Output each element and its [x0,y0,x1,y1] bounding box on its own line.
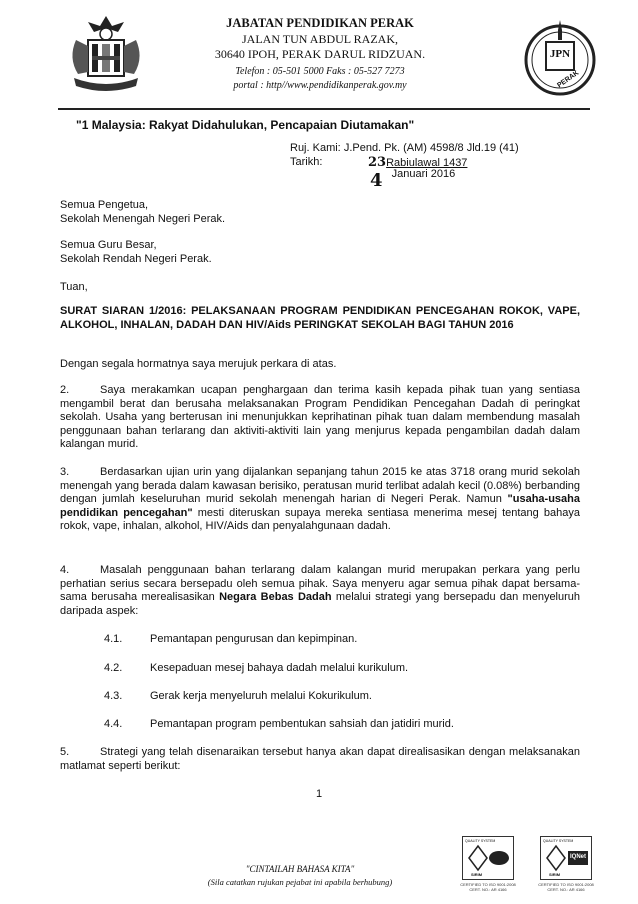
jpn-monogram: JPN [549,48,571,60]
perak-label: PERAK [556,69,581,90]
ruj-value: J.Pend. Pk. (AM) 4598/8 Jld.19 (41) [343,142,519,154]
gregorian-date [370,168,455,191]
footer-note: (Sila catatkan rujukan pejabat ini apabila berhubung) [207,877,393,887]
list-item [104,633,544,647]
hijri-month-year: Rabiulawal 1437 [386,157,468,169]
coat-of-arms-logo [64,12,148,96]
list-item [104,690,544,704]
phone-fax: Telefon : 05-501 5000 Faks : 05-527 7273 [235,66,405,77]
recipient-2-line-2: Sekolah Rendah Negeri Perak. [60,253,212,265]
item-text: Pemantapan program pembentukan sahsiah dan jatidiri murid. [150,718,454,730]
para-3-text-b: mesti diteruskan supaya mereka sentiasa menerima mesej tentang bahaya rokok, vape, inhalan, alkohol, HIV/Aids dan penyalahgunaan dadah. [60,506,580,532]
recipient-1-line-2: Sekolah Menengah Negeri Perak. [60,213,226,225]
cert-2-text: CERTIFIED TO ISO 9001:2008 CERT. NO.: AR 4166 [538,882,594,892]
badge-2-sub: SIRIM [549,872,561,877]
sirim-quality-badge [462,836,514,880]
item-number: 4.3. [104,690,123,702]
greg-day: 4 [370,170,383,191]
subject-title: SURAT SIARAN 1/2016: PELAKSANAAN PROGRAM PENDIDIKAN PENCEGAHAN ROKOK, VAPE, ALKOHOL, INHALAN, DADAH DAN HIV/Aids PERINGKAT SEKOLAH BAGI TAHUN 2016 [60,305,580,331]
para-4-text-b: melalui strategi yang bersepadu dan menyeluruh daripada aspek: [60,591,581,617]
cert-1-text: CERTIFIED TO ISO 9001:2008 CERT. NO.: AR 4166 [460,882,516,892]
ruj-label: Ruj. Kami: [290,142,341,154]
opening-line: Dengan segala hormatnya saya merujuk perkara di atas. [60,358,337,370]
recipient-1-line-1: Semua Pengetua, [60,199,149,211]
greg-month-year: Januari 2016 [391,168,456,180]
jpn-perak-logo [520,16,600,96]
badge-1-label: QUALITY SYSTEM [465,839,496,843]
header-rule [58,108,590,110]
para-4-emphasis: Negara Bebas Dadah [219,591,332,603]
para-3-emphasis: "usaha-usaha pendidikan pencegahan" [60,493,580,519]
paragraph-2 [60,384,580,452]
iqnet-mark: IQNet [570,854,587,860]
para-4-text-a: Masalah penggunaan bahan terlarang dalam kalangan murid merupakan perkara yang perlu perhatian serius secara bersepadu oleh semua pihak. Saya menyeru agar semua pihak dapat bersama-sama berusaha merealisasikan [60,564,580,603]
item-number: 4.4. [104,718,123,730]
recipient-2-line-1: Semua Guru Besar, [60,239,157,251]
paragraph-5 [60,746,580,773]
para-4-number: 4. [60,564,70,576]
item-number: 4.2. [104,662,123,674]
portal-url: portal : http//www.pendidikanperak.gov.my [233,80,407,91]
paragraph-3 [60,466,580,534]
para-2-text: Saya merakamkan ucapan penghargaan dan terima kasih kepada pihak tuan yang sentiasa mengambil berat dan berusaha melaksanakan Program Pendidikan Pencegahan Dadah di peringkat sekolah. Usaha yang berterusan ini menunjukkan keprihatinan pihak tuan dalam membendung masalah penggunaan bahan terlarang dan aktiviti-aktiviti lain yang menjurus kepada pengambilan dadah dalam kalangan murid. [60,384,580,450]
item-text: Gerak kerja menyeluruh melalui Kokurikulum. [150,690,372,702]
address-line-2: 30640 IPOH, PERAK DARUL RIDZUAN. [214,47,426,61]
item-number: 4.1. [104,633,123,645]
hijri-day: 23 [368,155,387,170]
para-5-number: 5. [60,746,70,758]
para-3-number: 3. [60,466,70,478]
list-item [104,718,544,732]
item-text: Pemantapan pengurusan dan kepimpinan. [150,633,358,645]
tarikh-label: Tarikh: [290,156,323,168]
badge-2-label: QUALITY SYSTEM [543,839,574,843]
address-line-1: JALAN TUN ABDUL RAZAK, [242,32,398,46]
para-5-text: Strategi yang telah disenaraikan tersebut hanya akan dapat direalisasikan dengan melaksanakan matlamat seperti berikut: [60,746,580,772]
paragraph-4 [60,564,580,618]
page-number: 1 [315,788,323,800]
para-2-number: 2. [60,384,70,396]
org-name: JABATAN PENDIDIKAN PERAK [226,16,414,30]
reference-line [290,142,519,154]
badge-1-sub: SIRIM [471,872,483,877]
salutation: Tuan, [60,281,88,293]
slogan: "1 Malaysia: Rakyat Didahulukan, Pencapaian Diutamakan" [76,118,415,132]
footer-slogan: "CINTAILAH BAHASA KITA" [245,864,355,874]
list-item [104,662,544,676]
item-text: Kesepaduan mesej bahaya dadah melalui kurikulum. [150,662,409,674]
iqnet-quality-badge [540,836,592,880]
para-3-text-a: Berdasarkan ujian urin yang dijalankan sepanjang tahun 2015 ke atas 3718 orang murid sekolah menengah yang berada dalam kawasan berisiko, peratusan murid terlibat adalah kecil (0.08%) berbanding dengan jumlah keseluruhan murid sekolah menengah harian di Negeri Perak. Namun [60,466,580,505]
